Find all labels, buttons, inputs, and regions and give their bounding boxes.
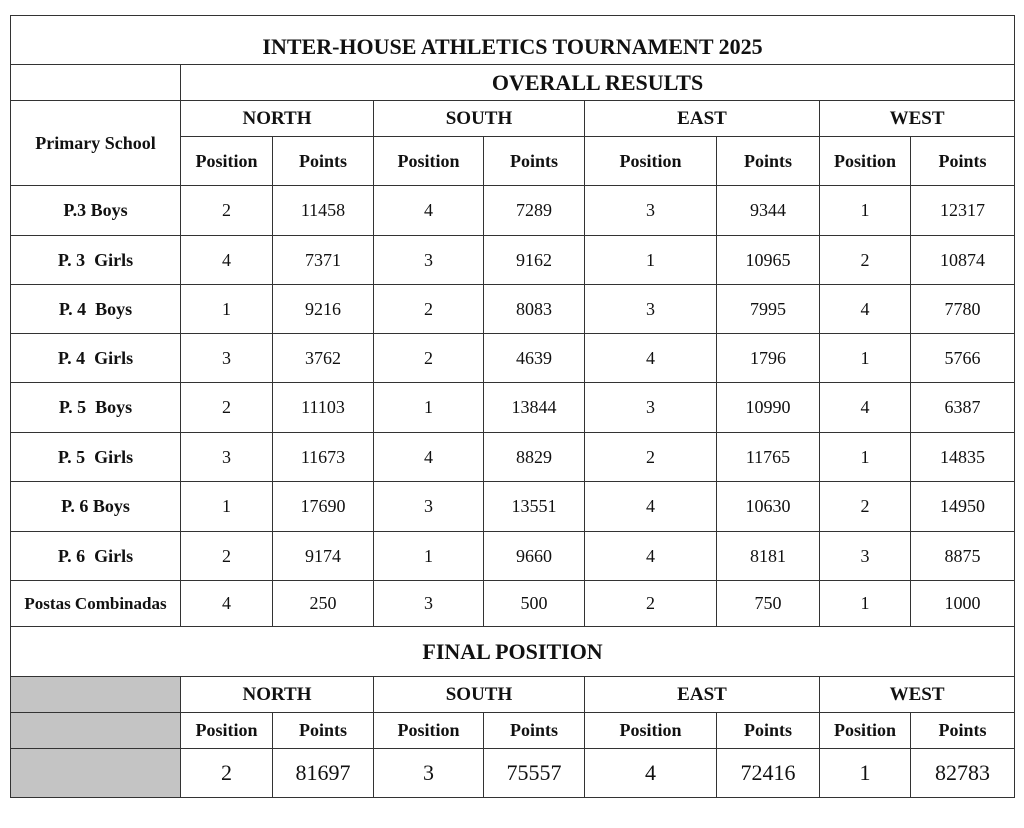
position-cell-east: 2 [585,433,717,482]
house-header-north: NORTH [181,101,374,137]
results-table [10,64,1015,798]
points-cell-east: 11765 [717,433,820,482]
final-position-cell-east: 4 [585,749,717,798]
final-points-cell-west: 82783 [911,749,1015,798]
position-cell-north: 1 [181,285,273,334]
final-values-row [11,749,1015,798]
points-cell-south: 13844 [484,383,585,433]
table-row [11,433,1015,482]
points-header-east: Points [717,137,820,186]
position-header-east: Position [585,137,717,186]
position-cell-south: 1 [374,532,484,581]
position-cell-west: 3 [820,532,911,581]
points-cell-south: 4639 [484,334,585,383]
final-house-header-south: SOUTH [374,677,585,713]
position-cell-north: 4 [181,581,273,627]
position-header-west: Position [820,137,911,186]
points-cell-south: 9660 [484,532,585,581]
position-cell-north: 1 [181,482,273,532]
position-cell-west: 4 [820,383,911,433]
table-row [11,236,1015,285]
points-header-north: Points [273,713,374,749]
points-cell-east: 7995 [717,285,820,334]
points-cell-east: 8181 [717,532,820,581]
points-cell-south: 7289 [484,186,585,236]
house-header-south: SOUTH [374,101,585,137]
position-cell-east: 4 [585,482,717,532]
position-cell-north: 2 [181,186,273,236]
table-row [11,532,1015,581]
points-cell-west: 14835 [911,433,1015,482]
final-points-cell-south: 75557 [484,749,585,798]
row-label: P. 4 Girls [11,334,181,383]
row-label: P. 6 Boys [11,482,181,532]
position-cell-east: 3 [585,383,717,433]
points-cell-north: 11458 [273,186,374,236]
final-position-cell-south: 3 [374,749,484,798]
points-cell-north: 9174 [273,532,374,581]
position-cell-east: 1 [585,236,717,285]
final-house-header-west: WEST [820,677,1015,713]
final-position-cell-west: 1 [820,749,911,798]
points-cell-north: 3762 [273,334,374,383]
points-cell-north: 17690 [273,482,374,532]
final-position-cell-north: 2 [181,749,273,798]
position-header-west: Position [820,713,911,749]
position-cell-east: 4 [585,532,717,581]
position-cell-north: 4 [181,236,273,285]
points-cell-south: 8829 [484,433,585,482]
position-header-south: Position [374,713,484,749]
position-header-south: Position [374,137,484,186]
table-row [11,581,1015,627]
position-cell-south: 4 [374,186,484,236]
table-row [11,186,1015,236]
points-cell-west: 6387 [911,383,1015,433]
row-label: P. 6 Girls [11,532,181,581]
position-cell-west: 2 [820,236,911,285]
points-header-east: Points [717,713,820,749]
table-row [11,334,1015,383]
row-label: P. 3 Girls [11,236,181,285]
position-cell-east: 3 [585,285,717,334]
points-cell-north: 250 [273,581,374,627]
points-cell-north: 11103 [273,383,374,433]
points-cell-east: 750 [717,581,820,627]
points-cell-east: 9344 [717,186,820,236]
position-cell-south: 2 [374,285,484,334]
shaded-cell [11,677,181,713]
points-cell-west: 10874 [911,236,1015,285]
row-label: P. 4 Boys [11,285,181,334]
final-house-header-north: NORTH [181,677,374,713]
points-cell-east: 10630 [717,482,820,532]
table-row [11,482,1015,532]
final-position-heading: FINAL POSITION [11,627,1015,677]
position-cell-south: 3 [374,482,484,532]
points-cell-south: 8083 [484,285,585,334]
position-cell-south: 3 [374,236,484,285]
points-cell-west: 7780 [911,285,1015,334]
position-cell-west: 1 [820,334,911,383]
final-points-cell-east: 72416 [717,749,820,798]
points-cell-east: 10965 [717,236,820,285]
position-cell-north: 3 [181,433,273,482]
position-cell-south: 4 [374,433,484,482]
position-cell-west: 1 [820,581,911,627]
house-header-west: WEST [820,101,1015,137]
position-cell-east: 2 [585,581,717,627]
table-row [11,285,1015,334]
position-cell-west: 2 [820,482,911,532]
position-cell-east: 4 [585,334,717,383]
row-label: P.3 Boys [11,186,181,236]
points-cell-south: 500 [484,581,585,627]
points-cell-west: 5766 [911,334,1015,383]
table-row [11,383,1015,433]
position-cell-south: 3 [374,581,484,627]
position-cell-east: 3 [585,186,717,236]
points-cell-west: 12317 [911,186,1015,236]
position-cell-west: 1 [820,186,911,236]
overall-results-heading: OVERALL RESULTS [181,65,1015,101]
final-house-header-east: EAST [585,677,820,713]
points-cell-south: 13551 [484,482,585,532]
position-cell-south: 2 [374,334,484,383]
row-label: P. 5 Boys [11,383,181,433]
points-cell-south: 9162 [484,236,585,285]
position-cell-north: 2 [181,532,273,581]
position-cell-south: 1 [374,383,484,433]
blank-corner-cell [11,65,181,101]
points-header-south: Points [484,713,585,749]
row-label: Postas Combinadas [11,581,181,627]
position-cell-north: 3 [181,334,273,383]
points-cell-west: 1000 [911,581,1015,627]
primary-school-header: Primary School [11,101,181,186]
points-cell-west: 14950 [911,482,1015,532]
points-header-west: Points [911,137,1015,186]
points-header-north: Points [273,137,374,186]
points-cell-north: 9216 [273,285,374,334]
points-cell-north: 11673 [273,433,374,482]
points-header-south: Points [484,137,585,186]
shaded-cell [11,749,181,798]
position-header-north: Position [181,713,273,749]
position-header-east: Position [585,713,717,749]
points-cell-east: 1796 [717,334,820,383]
row-label: P. 5 Girls [11,433,181,482]
position-cell-west: 4 [820,285,911,334]
position-cell-north: 2 [181,383,273,433]
points-header-west: Points [911,713,1015,749]
position-header-north: Position [181,137,273,186]
house-header-east: EAST [585,101,820,137]
points-cell-west: 8875 [911,532,1015,581]
page-title: INTER-HOUSE ATHLETICS TOURNAMENT 2025 [262,34,763,59]
points-cell-east: 10990 [717,383,820,433]
final-points-cell-north: 81697 [273,749,374,798]
shaded-cell [11,713,181,749]
points-cell-north: 7371 [273,236,374,285]
position-cell-west: 1 [820,433,911,482]
